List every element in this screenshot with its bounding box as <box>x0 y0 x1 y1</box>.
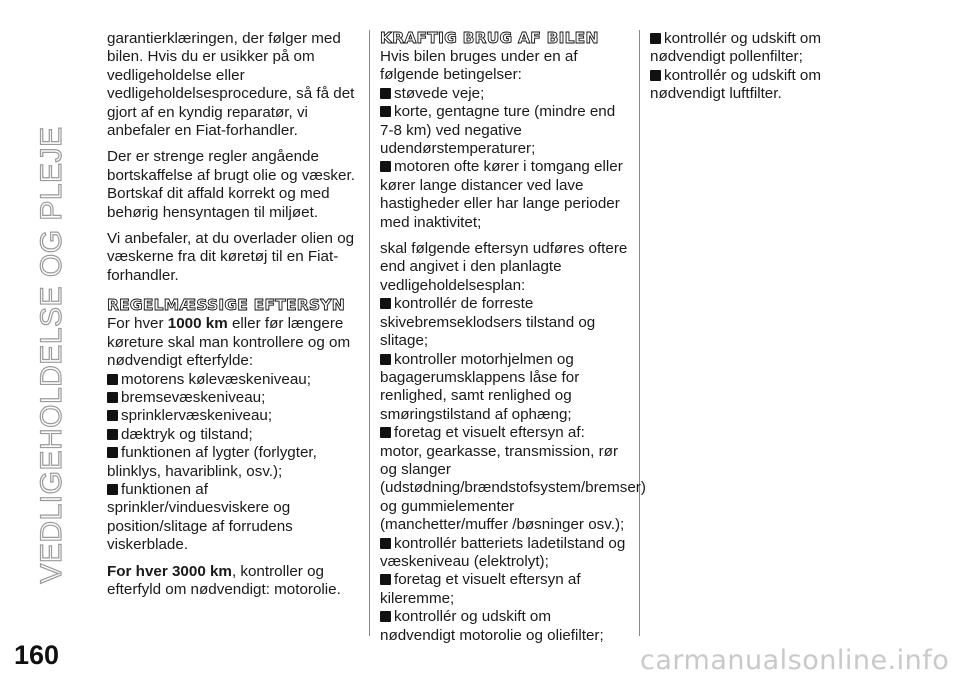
text-column-1 <box>107 30 357 607</box>
column-divider <box>639 30 640 636</box>
bullet-icon <box>107 410 118 421</box>
bullet-icon <box>380 298 391 309</box>
list-item <box>380 608 630 645</box>
bullet-icon <box>380 574 391 585</box>
list-item <box>380 295 630 350</box>
text-span: , kontroller og efterfyld om nødvendigt: motorolie. <box>107 562 341 598</box>
list-item-text: kontroller motorhjelmen og bagagerumsklappens låse for renlighed, samt renlighed og smøringstilstand af ophæng; <box>380 350 580 423</box>
bullet-icon <box>107 484 118 495</box>
list-item-text: foretag et visuelt eftersyn af kileremme; <box>380 571 581 607</box>
list-item-text: korte, gentagne ture (mindre end 7-8 km) ved negative udendørstemperaturer; <box>380 103 616 158</box>
text-column-2 <box>380 29 646 645</box>
list-item <box>107 407 357 425</box>
bullet-icon <box>380 88 391 99</box>
watermark: carmanualsonline.info <box>640 645 950 676</box>
section-heading: KRAFTIG BRUG AF BILEN <box>380 29 599 47</box>
bullet-icon <box>107 374 118 385</box>
emphasis: For hver 3000 km <box>107 562 232 580</box>
list-item <box>380 85 630 103</box>
list-item <box>107 389 357 407</box>
list-item <box>650 30 900 67</box>
list-item-text: kontrollér og udskift om nødvendigt pollenfilter; <box>650 30 822 66</box>
column-divider <box>369 30 370 636</box>
paragraph <box>107 563 357 600</box>
list-item <box>107 426 357 444</box>
list-item <box>380 103 630 158</box>
paragraph: garantierklæringen, der følger med bilen. Hvis du er usikker på om vedligeholdelse eller vedligeholdelsesprocedure, så få det gjort af en kyndig reparatør, vi anbefaler en Fiat-forhandler. <box>107 30 355 140</box>
bullet-icon <box>107 429 118 440</box>
paragraph: skal følgende eftersyn udføres oftere end angivet i den planlagte vedligeholdelsesplan: <box>380 240 628 294</box>
list-item-text: kontrollér de forreste skivebremseklodsers tilstand og slitage; <box>380 295 596 350</box>
bullet-icon <box>380 611 391 622</box>
paragraph <box>107 315 357 370</box>
list-item <box>380 571 630 608</box>
list-item-text: motorens kølevæskeniveau; <box>121 370 311 388</box>
bullet-icon <box>650 33 661 44</box>
bullet-icon <box>380 106 391 117</box>
paragraph: Vi anbefaler, at du overlader olien og væskerne fra dit køretøj til en Fiat-forhandler. <box>107 230 355 284</box>
section-side-title: VEDLIGEHOLDELSE OG PLEJE <box>35 126 68 584</box>
text-span: eller før længere køreture skal man kontrollere og om nødvendigt efterfylde: <box>107 315 351 370</box>
bullet-icon <box>380 427 391 438</box>
list-item-text: foretag et visuelt eftersyn af: motor, gearkasse, transmission, rør og slanger (udstødning/brændstofsystem/bremser) og gummielementer (manchetter/muffer /bøsninger osv.); <box>380 424 646 534</box>
list-item <box>107 444 357 481</box>
list-item-text: støvede veje; <box>394 84 485 102</box>
list-item <box>107 481 357 555</box>
list-item-text: dæktryk og tilstand; <box>121 425 253 443</box>
list-item-text: bremsevæskeniveau; <box>121 388 266 406</box>
bullet-icon <box>107 392 118 403</box>
bullet-icon <box>380 161 391 172</box>
bullet-icon <box>650 70 661 81</box>
list-item <box>380 351 630 425</box>
bullet-icon <box>380 538 391 549</box>
list-item-text: sprinklervæskeniveau; <box>121 407 273 425</box>
list-item <box>107 371 357 389</box>
list-item-text: motoren ofte kører i tomgang eller kører lange distancer ved lave hastigheder eller har lange perioder med inaktivitet; <box>380 158 623 231</box>
list-item <box>650 67 900 104</box>
page-number: 160 <box>14 640 60 670</box>
list-item <box>380 424 646 534</box>
bullet-icon <box>380 354 391 365</box>
list-item <box>380 535 630 572</box>
list-item-text: kontrollér og udskift om nødvendigt luftfilter. <box>650 66 822 103</box>
list-item-text: funktionen af lygter (forlygter, blinklys, havariblink, osv.); <box>107 444 317 480</box>
section-heading: REGELMÆSSIGE EFTERSYN <box>107 296 345 315</box>
paragraph: Hvis bilen bruges under en af følgende betingelser: <box>380 48 578 84</box>
list-item-text: funktionen af sprinkler/vinduesviskere og position/slitage af forrudens viskerblade. <box>107 480 293 554</box>
emphasis: 1000 km <box>167 315 228 333</box>
text-span: For hver <box>107 315 168 333</box>
list-item <box>380 158 630 232</box>
paragraph: Der er strenge regler angående bortskaffelse af brugt olie og væsker. Bortskaf dit affald korrekt og med behørig hensyntagen til miljøet. <box>107 148 355 221</box>
list-item-text: kontrollér og udskift om nødvendigt motorolie og oliefilter; <box>380 608 604 644</box>
text-column-3 <box>650 30 900 104</box>
list-item-text: kontrollér batteriets ladetilstand og væskeniveau (elektrolyt); <box>380 534 626 570</box>
bullet-icon <box>107 447 118 458</box>
